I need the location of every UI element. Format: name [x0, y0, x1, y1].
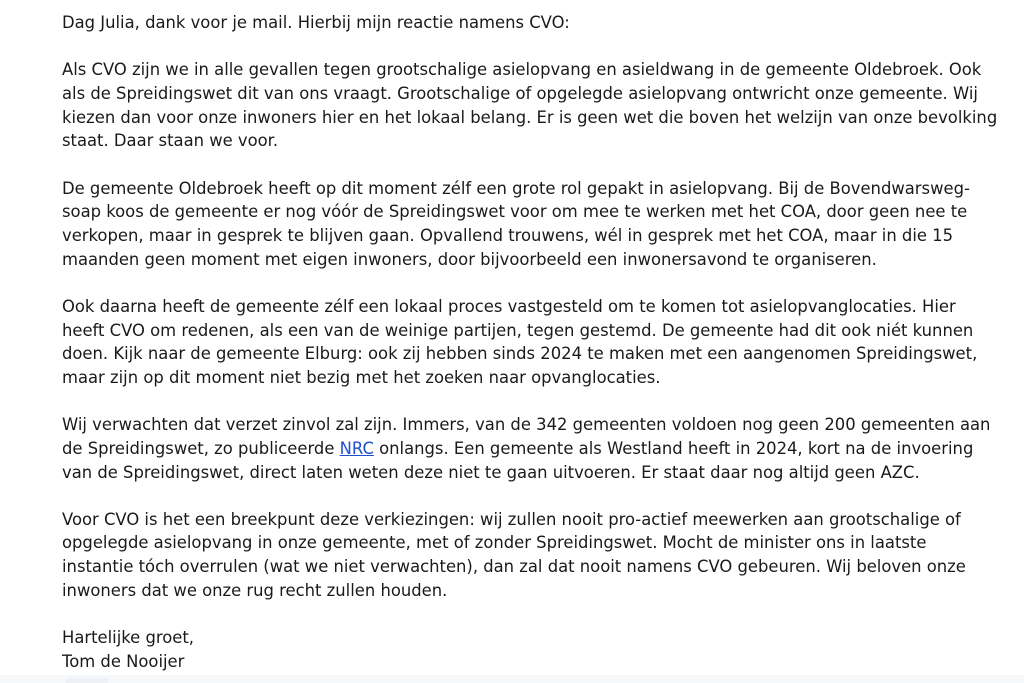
paragraph-position	[62, 58, 1002, 153]
paragraph-line: doen. Kijk naar de gemeente Elburg: ook zij hebben sinds 2024 te maken met een aangenomen Spreidingswet,	[62, 344, 978, 364]
paragraph-line: als de Spreidingswet dit van ons vraagt. Grootschalige of opgelegde asielopvang ontwricht onze gemeente. Wij	[62, 83, 978, 103]
paragraph-line: Als CVO zijn we in alle gevallen tegen grootschalige asielopvang en asieldwang in de gemeente Oldebroek. Ook	[62, 60, 982, 80]
paragraph-line: inwoners dat we onze rug recht zullen houden.	[62, 580, 448, 600]
paragraph-line: De gemeente Oldebroek heeft op dit moment zélf een grote rol gepakt in asielopvang. Bij de Bovendwarsweg-	[62, 178, 970, 198]
paragraph-line: staat. Daar staan we voor.	[62, 131, 279, 151]
paragraph-breakpoint	[62, 508, 1002, 603]
paragraph-line: Ook daarna heeft de gemeente zélf een lokaal proces vastgesteld om te komen tot asielopvanglocaties. Hier	[62, 296, 956, 316]
greeting	[62, 11, 1002, 35]
nrc-link[interactable]: NRC	[339, 438, 374, 458]
paragraph-line: maar zijn op dit moment niet bezig met het zoeken naar opvanglocaties.	[62, 367, 661, 387]
paragraph-line: instantie tóch overrulen (wat we niet verwachten), dan zal dat nooit namens CVO gebeuren. Wij beloven onze	[62, 557, 966, 577]
email-body	[62, 11, 1002, 673]
paragraph-line	[62, 437, 1002, 461]
paragraph-line: Wij verwachten dat verzet zinvol zal zijn. Immers, van de 342 gemeenten voldoen nog geen 200 gemeenten aan	[62, 415, 991, 435]
bottom-tab-hint	[66, 678, 108, 683]
paragraph-bovendwarsweg	[62, 177, 1002, 272]
line-text-before-link: de Spreidingswet, zo publiceerde	[62, 438, 340, 458]
paragraph-local-process	[62, 295, 1002, 390]
greeting-line: Dag Julia, dank voor je mail. Hierbij mijn reactie namens CVO:	[62, 13, 570, 32]
paragraph-line: verkopen, maar in gesprek te blijven gaan. Opvallend trouwens, wél in gesprek met het COA, maar in die 15	[62, 225, 954, 245]
paragraph-line: soap koos de gemeente er nog vóór de Spreidingswet voor om mee te werken met het COA, door geen nee te	[62, 202, 968, 222]
paragraph-line: van de Spreidingswet, direct laten weten deze niet te gaan uitvoeren. Er staat daar nog altijd geen AZC.	[62, 462, 920, 482]
paragraph-line: Voor CVO is het een breekpunt deze verkiezingen: wij zullen nooit pro-actief meewerken aan grootschalige of	[62, 509, 961, 529]
paragraph-resistance	[62, 413, 1002, 484]
signature-name: Tom de Nooijer	[62, 651, 185, 671]
paragraph-line: kiezen dan voor onze inwoners hier en het lokaal belang. Er is geen wet die boven het welzijn van onze bevolking	[62, 107, 998, 127]
bottom-edge	[0, 675, 1024, 683]
paragraph-line: opgelegde asielopvang in onze gemeente, met of zonder Spreidingswet. Mocht de minister ons in laatste	[62, 533, 927, 553]
closing-salutation: Hartelijke groet,	[62, 628, 195, 648]
paragraph-line: maanden geen moment met eigen inwoners, door bijvoorbeeld een inwonersavond te organiseren.	[62, 249, 877, 269]
line-text-after-link: onlangs. Een gemeente als Westland heeft in 2024, kort na de invoering	[373, 438, 974, 458]
paragraph-line: heeft CVO om redenen, als een van de weinige partijen, tegen gestemd. De gemeente had dit ook niét kunnen	[62, 320, 974, 340]
closing	[62, 626, 1002, 673]
